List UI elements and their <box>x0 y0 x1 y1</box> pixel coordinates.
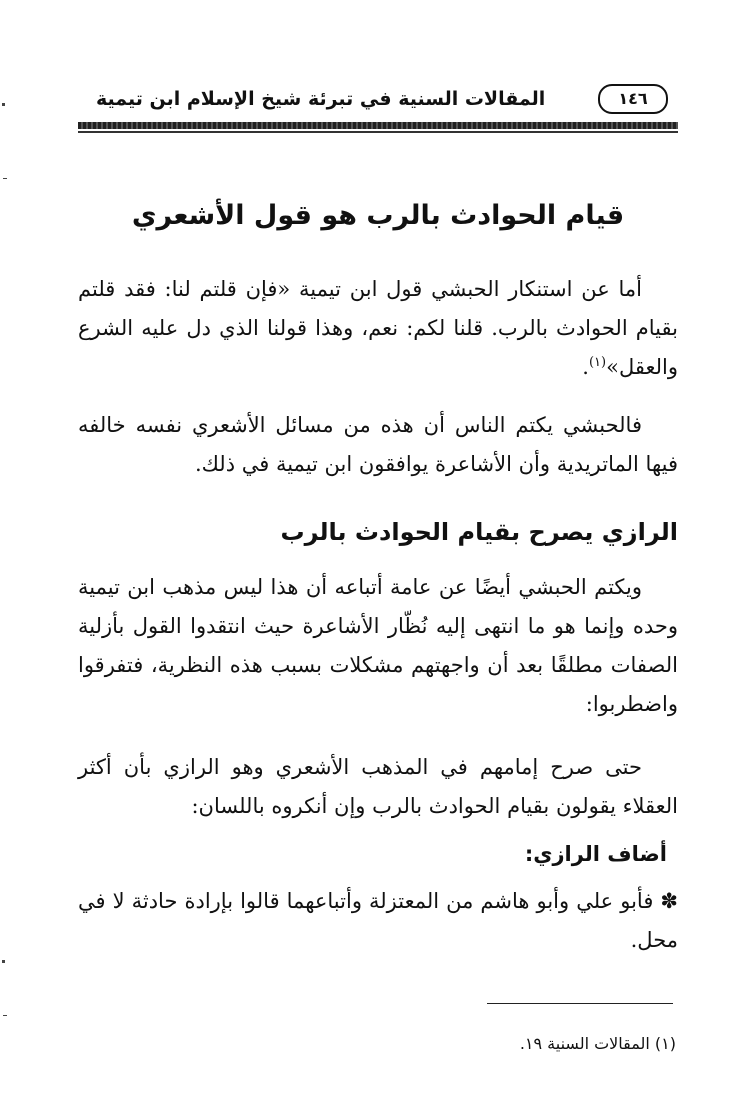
paragraph-text: حتى صرح إمامهم في المذهب الأشعري وهو الرازي بأن أكثر العقلاء يقولون بقيام الحوادث بالرب وإن أنكروه باللسان: <box>78 755 678 818</box>
paragraph <box>78 568 678 724</box>
scan-mark <box>2 103 5 106</box>
footnote-reference: (١) <box>588 355 607 370</box>
paragraph <box>78 882 678 960</box>
running-header <box>78 82 678 118</box>
book-title: المقالات السنية في تبرئة شيخ الإسلام ابن تيمية <box>96 88 546 110</box>
paragraph-text: ✽ فأبو علي وأبو هاشم من المعتزلة وأتباعهما قالوا بإرادة حادثة لا في محل. <box>78 889 678 952</box>
paragraph-end: . <box>582 355 589 379</box>
scan-mark <box>3 1015 7 1016</box>
page-number-badge: ١٤٦ <box>598 84 668 114</box>
paragraph <box>78 748 678 826</box>
section-heading: الرازي يصرح بقيام الحوادث بالرب <box>280 518 678 546</box>
footnote: (١) المقالات السنية ١٩. <box>519 1034 676 1053</box>
header-rule-thin <box>78 131 678 133</box>
scan-mark <box>3 178 7 179</box>
section-heading: قيام الحوادث بالرب هو قول الأشعري <box>131 200 625 231</box>
header-rule-thick <box>78 122 678 129</box>
subheading: أضاف الرازي: <box>524 842 667 866</box>
paragraph-text: فالحبشي يكتم الناس أن هذه من مسائل الأشعري نفسه خالفه فيها الماتريدية وأن الأشاعرة يوافقون ابن تيمية في ذلك. <box>78 413 678 476</box>
paragraph-text: ويكتم الحبشي أيضًا عن عامة أتباعه أن هذا ليس مذهب ابن تيمية وحده وإنما هو ما انتهى إليه نُظّار الأشاعرة حيث انتقدوا القول بأزلية الصفات مطلقًا بعد أن واجهتهم مشكلات بسبب هذه النظرية، فتفرقوا واضطربوا: <box>78 575 678 716</box>
scan-mark <box>2 960 5 963</box>
paragraph <box>78 406 678 484</box>
paragraph <box>78 270 678 387</box>
footnote-separator <box>487 1003 673 1004</box>
paragraph-text: أما عن استنكار الحبشي قول ابن تيمية «فإن قلتم لنا: فقد قلتم بقيام الحوادث بالرب. قلنا لكم: نعم، وهذا قولنا الذي دل عليه الشرع والعقل» <box>78 277 678 379</box>
